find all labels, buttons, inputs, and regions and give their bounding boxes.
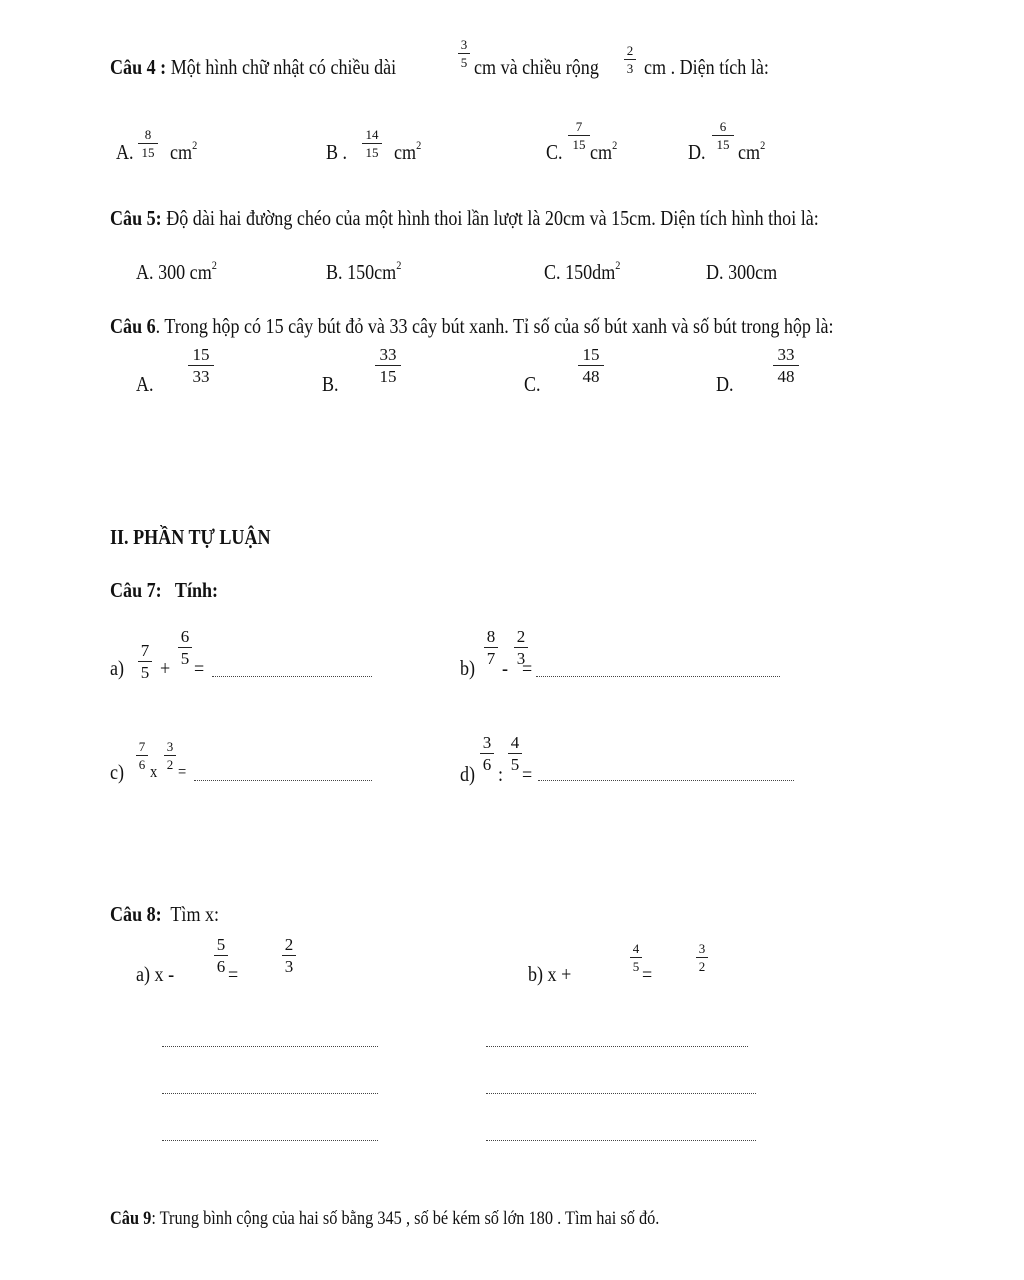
fraction-denominator: 5 xyxy=(632,959,640,974)
q7b-equals: = xyxy=(522,656,533,680)
fraction-denominator: 3 xyxy=(516,649,526,668)
q6-option-c-fraction xyxy=(578,346,604,385)
q7c-answer-line[interactable] xyxy=(194,780,372,781)
q7a-fraction-2 xyxy=(178,628,192,667)
q9-label: Câu 9 xyxy=(110,1208,152,1229)
q5-option-d: D. 300cm xyxy=(706,260,778,284)
q7d-prefix: d) xyxy=(460,762,476,786)
q7c-prefix: c) xyxy=(110,760,125,784)
q4-option-b-unit: $cm^2$ xyxy=(394,138,422,164)
q4-option-c-letter: C. xyxy=(546,140,563,164)
q8b-fraction-1 xyxy=(630,942,642,973)
fraction-numerator: 8 xyxy=(486,627,496,646)
fraction-denominator: 7 xyxy=(486,649,496,668)
q8a-answer-line-1[interactable] xyxy=(162,1046,378,1047)
q4-text3: cm . Diện tích là: xyxy=(644,55,769,79)
fraction-numerator: 7 xyxy=(138,739,146,754)
q6-option-a-fraction xyxy=(188,346,214,385)
q6-option-d-letter: D. xyxy=(716,372,734,396)
fraction-denominator: 48 xyxy=(582,367,600,386)
q7b-answer-line[interactable] xyxy=(536,676,780,677)
fraction-denominator: 33 xyxy=(192,367,210,386)
q8a-fraction-1 xyxy=(214,936,228,975)
fraction-denominator: 15 xyxy=(365,145,379,160)
fraction-numerator: 3 xyxy=(166,739,174,754)
q7a-fraction-1 xyxy=(138,642,152,681)
q7a-prefix: a) xyxy=(110,656,125,680)
fraction-denominator: 5 xyxy=(510,755,520,774)
q4-label: Câu 4 : xyxy=(110,55,167,79)
q7a-answer-line[interactable] xyxy=(212,676,372,677)
q4-width-fraction xyxy=(624,44,636,75)
fraction-numerator: 5 xyxy=(216,935,226,954)
q8a-answer-line-2[interactable] xyxy=(162,1093,378,1094)
fraction-denominator: 2 xyxy=(166,757,174,772)
fraction-denominator: 2 xyxy=(698,959,706,974)
q9-text: : Trung bình cộng của hai số bằng 345 , số bé kém số lớn 180 . Tìm hai số đó. xyxy=(151,1208,660,1229)
fraction-denominator: 48 xyxy=(777,367,795,386)
fraction-denominator: 6 xyxy=(216,957,226,976)
q7d-fraction-2 xyxy=(508,734,522,773)
fraction-numerator: 33 xyxy=(777,345,795,364)
fraction-denominator: 6 xyxy=(138,757,146,772)
q4-option-d-unit: $cm^2$ xyxy=(738,138,766,164)
fraction-denominator: 15 xyxy=(379,367,397,386)
fraction-numerator: 3 xyxy=(698,941,706,956)
q8a-answer-line-3[interactable] xyxy=(162,1140,378,1141)
fraction-denominator: 15 xyxy=(141,145,155,160)
q4-length-fraction xyxy=(458,38,470,69)
q6-option-b-letter: B. xyxy=(322,372,339,396)
q8a-equals: = xyxy=(228,962,239,986)
q7c-fraction-2 xyxy=(164,740,176,771)
q6-option-b-fraction xyxy=(375,346,401,385)
q7a-operator: + xyxy=(160,656,171,680)
q7b-prefix: b) xyxy=(460,656,476,680)
q6-text: . Trong hộp có 15 cây bút đỏ và 33 cây bút xanh. Tỉ số của số bút xanh và số bút trong hộp là: xyxy=(155,314,834,338)
q6-option-c-letter: C. xyxy=(524,372,541,396)
q8b-prefix: b) x + xyxy=(528,962,572,986)
q8a-prefix: a) x - xyxy=(136,962,175,986)
q5-option-c: C. $150dm^2$ xyxy=(544,258,621,284)
fraction-numerator: 6 xyxy=(719,119,727,134)
fraction-numerator: 7 xyxy=(575,119,583,134)
q5-option-a: A. 300 $cm^2$ xyxy=(136,258,217,284)
fraction-numerator: 6 xyxy=(180,627,190,646)
q9-line xyxy=(110,1208,749,1230)
q4-option-a-fraction xyxy=(138,128,158,159)
q4-option-b-fraction xyxy=(362,128,382,159)
fraction-numerator: 2 xyxy=(626,43,634,58)
q8b-equals: = xyxy=(642,962,653,986)
fraction-denominator: 15 xyxy=(572,137,586,152)
q7-heading: Câu 7: Tính: xyxy=(110,578,219,602)
q7b-operator: - xyxy=(502,656,509,680)
q7d-fraction-1 xyxy=(480,734,494,773)
fraction-denominator: 5 xyxy=(180,649,190,668)
fraction-denominator: 15 xyxy=(716,137,730,152)
q6-label: Câu 6 xyxy=(110,314,156,338)
q7c-fraction-1 xyxy=(136,740,148,771)
q8-heading: Câu 8: Tìm x: xyxy=(110,902,220,926)
q5-option-b: B. $150cm^2$ xyxy=(326,258,402,284)
fraction-denominator: 3 xyxy=(626,61,634,76)
q8b-answer-line-1[interactable] xyxy=(486,1046,748,1047)
fraction-numerator: 2 xyxy=(284,935,294,954)
q4-text1: Một hình chữ nhật có chiều dài xyxy=(170,55,397,79)
q7d-operator: : xyxy=(498,762,504,786)
q7a-equals: = xyxy=(194,656,205,680)
fraction-denominator: 6 xyxy=(482,755,492,774)
fraction-numerator: 15 xyxy=(192,345,210,364)
q4-option-d-letter: D. xyxy=(688,140,706,164)
q7d-equals: = xyxy=(522,762,533,786)
fraction-numerator: 4 xyxy=(632,941,640,956)
q7b-fraction-1 xyxy=(484,628,498,667)
q4-option-a-unit: $cm^2$ xyxy=(170,138,198,164)
q4-option-c-fraction xyxy=(568,120,590,151)
q8b-fraction-2 xyxy=(696,942,708,973)
fraction-numerator: 33 xyxy=(379,345,397,364)
q4-text2: cm và chiều rộng xyxy=(474,55,599,79)
fraction-numerator: 15 xyxy=(582,345,600,364)
q8a-fraction-2 xyxy=(282,936,296,975)
q4-line xyxy=(110,55,443,80)
section-title: II. PHẦN TỰ LUẬN xyxy=(110,525,271,549)
fraction-numerator: 8 xyxy=(144,127,152,142)
fraction-numerator: 3 xyxy=(482,733,492,752)
fraction-denominator: 5 xyxy=(460,55,468,70)
q7c-operator: x xyxy=(150,762,158,781)
q4-option-c-unit: $cm^2$ xyxy=(590,138,618,164)
q4-option-b-letter: B . xyxy=(326,140,348,164)
fraction-numerator: 4 xyxy=(510,733,520,752)
q5-line xyxy=(110,206,934,231)
fraction-numerator: 14 xyxy=(365,127,379,142)
fraction-denominator: 3 xyxy=(284,957,294,976)
fraction-numerator: 7 xyxy=(140,641,150,660)
q6-line xyxy=(110,314,951,339)
q7d-answer-line[interactable] xyxy=(538,780,794,781)
q4-option-a-letter: A. xyxy=(116,140,134,164)
q8b-answer-line-3[interactable] xyxy=(486,1140,756,1141)
q4-option-d-fraction xyxy=(712,120,734,151)
fraction-numerator: 3 xyxy=(460,37,468,52)
q7c-equals: = xyxy=(178,762,187,781)
fraction-numerator: 2 xyxy=(516,627,526,646)
q6-option-d-fraction xyxy=(773,346,799,385)
q6-option-a-letter: A. xyxy=(136,372,154,396)
fraction-denominator: 5 xyxy=(140,663,150,682)
q5-text: Độ dài hai đường chéo của một hình thoi lần lượt là 20cm và 15cm. Diện tích hình thoi là: xyxy=(166,206,819,230)
q5-label: Câu 5: xyxy=(110,206,162,230)
q8b-answer-line-2[interactable] xyxy=(486,1093,756,1094)
